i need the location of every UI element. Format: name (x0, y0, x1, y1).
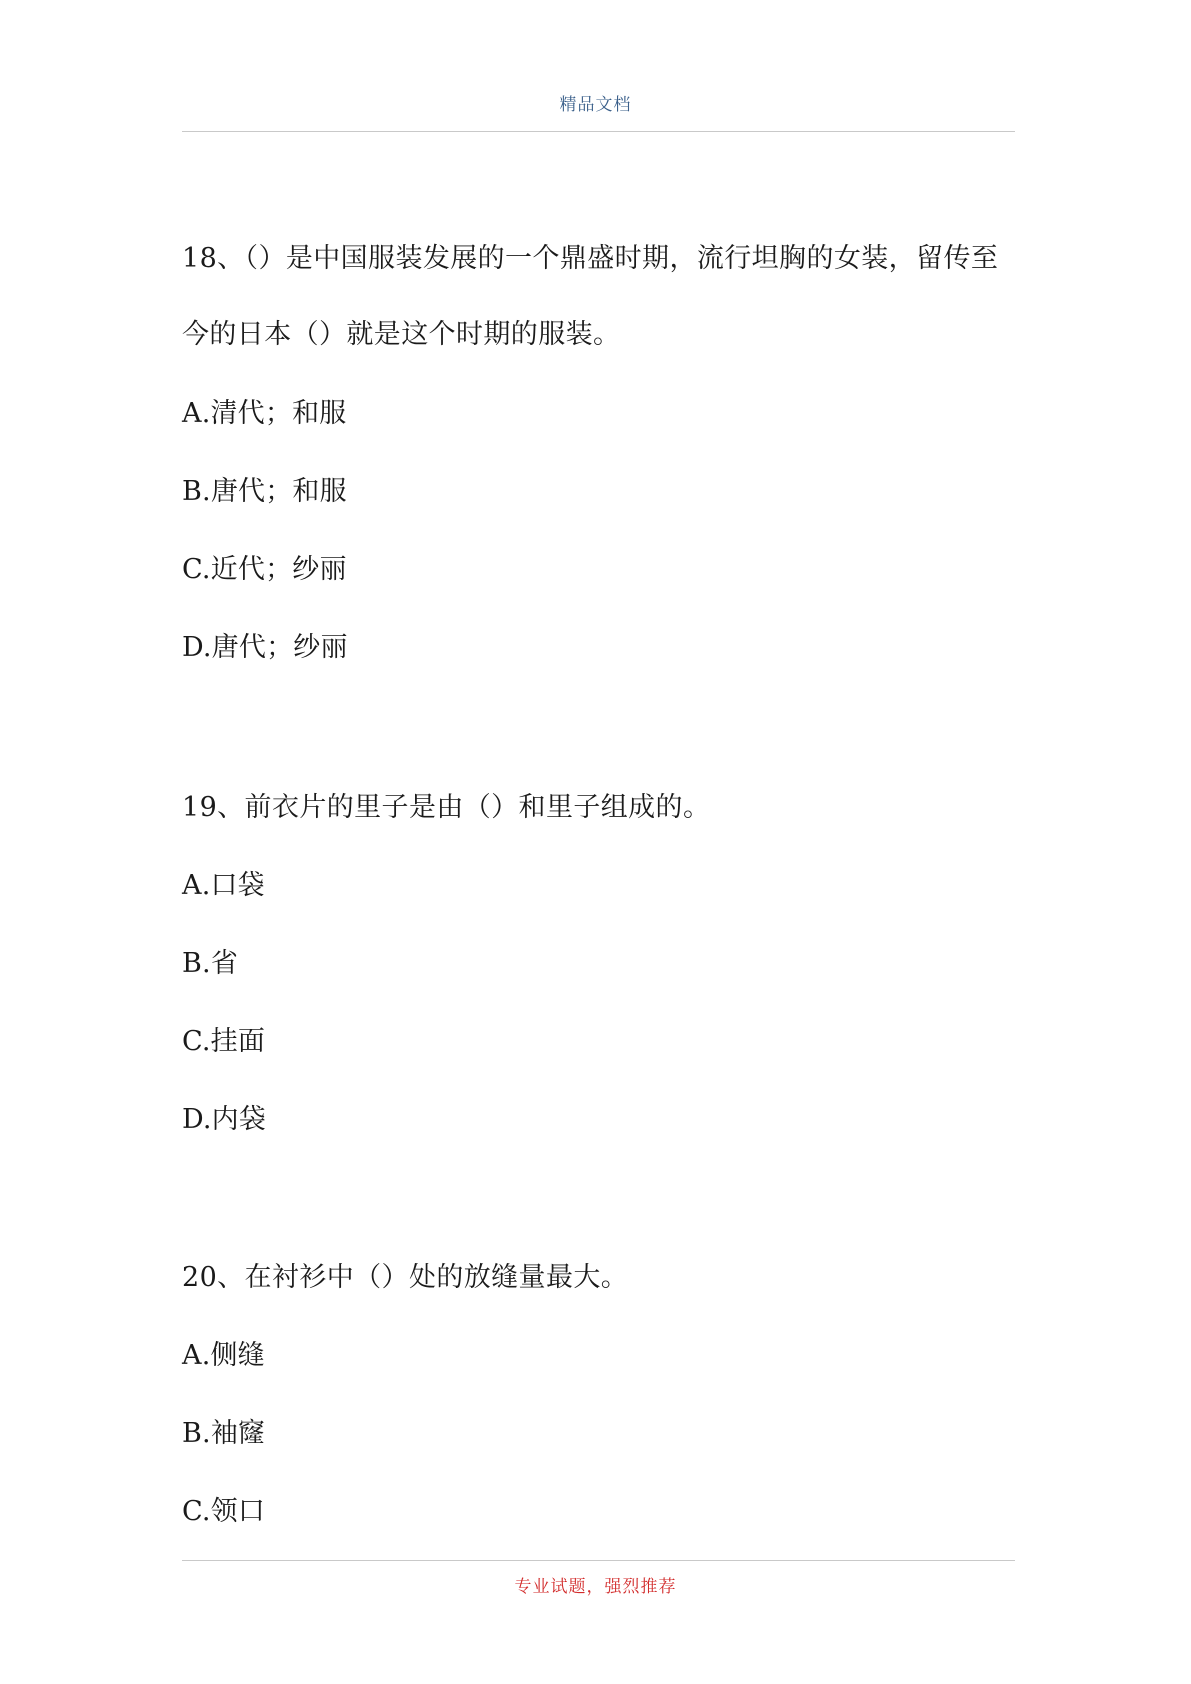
question-20-option-a: A.侧缝 (182, 1340, 265, 1371)
question-19-option-c: C.挂面 (182, 1026, 266, 1057)
question-18-option-d: D.唐代；纱丽 (182, 632, 348, 663)
question-19-option-d: D.内袋 (182, 1104, 267, 1135)
question-18-option-c: C.近代；纱丽 (182, 554, 347, 585)
question-19-option-b: B.省 (182, 948, 239, 979)
header-divider (182, 131, 1015, 132)
question-19-option-a: A.口袋 (182, 870, 265, 901)
question-18-stem-line-2: 今的日本（）就是这个时期的服装。 (182, 319, 621, 350)
question-20-option-c: C.领口 (182, 1496, 266, 1527)
page-footer: 专业试题，强烈推荐 (514, 1577, 677, 1597)
question-19-stem: 19、前衣片的里子是由（）和里子组成的。 (182, 792, 711, 823)
question-20-stem: 20、在衬衫中（）处的放缝量最大。 (182, 1262, 629, 1293)
question-18-option-b: B.唐代；和服 (182, 476, 347, 507)
question-18-stem-line-1: 18、（）是中国服装发展的一个鼎盛时期，流行坦胸的女装，留传至 (182, 243, 999, 274)
question-20-option-b: B.袖窿 (182, 1418, 266, 1449)
page-header: 精品文档 (559, 95, 632, 115)
question-18-option-a: A.清代；和服 (182, 398, 347, 429)
footer-divider (182, 1560, 1015, 1561)
